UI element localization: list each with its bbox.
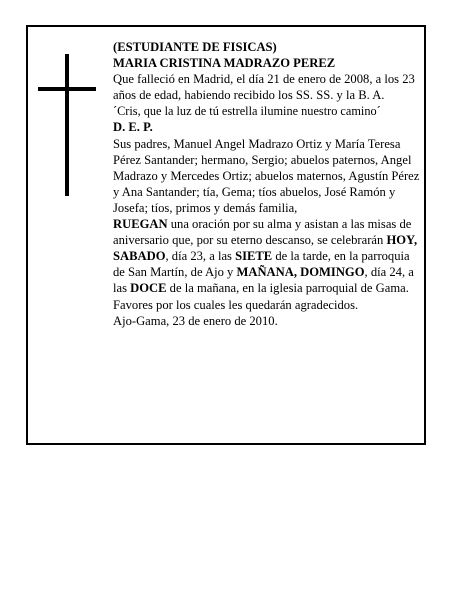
deceased-name: MARIA CRISTINA MADRAZO PEREZ: [113, 56, 336, 71]
cross-icon: [38, 54, 96, 196]
request-text-5: de la mañana, en la iglesia parroquial de Gama. Favores por los cuales les quedarán agradecidos.: [113, 281, 409, 312]
cross-vertical-bar: [65, 54, 69, 196]
obituary-text: [113, 39, 421, 329]
siete-label: SIETE: [235, 249, 273, 264]
dep-heading: D. E. P.: [113, 120, 153, 135]
family-list: Sus padres, Manuel Angel Madrazo Ortiz y María Teresa Pérez Santander; hermano, Sergio; abuelos paternos, Angel Madrazo y Mercedes Ortiz; abuelos maternos, Agustín Pérez y Ana Santander; tía, Gema; tíos abuelos, José Ramón y Josefa; tíos, primos y demás familia,: [113, 136, 420, 215]
doce-label: DOCE: [130, 281, 167, 296]
place-and-date: Ajo-Gama, 23 de enero de 2010.: [113, 313, 278, 328]
death-details: Que falleció en Madrid, el día 21 de enero de 2008, a los 23 años de edad, habiendo recibido los SS. SS. y la B. A.: [113, 72, 415, 103]
request-paragraph: [113, 216, 421, 313]
hoy-sabado-label: HOY, SABADO: [113, 233, 418, 264]
ruegan-label: RUEGAN: [113, 217, 168, 232]
subtitle: (ESTUDIANTE DE FISICAS): [113, 40, 277, 54]
memorial-quote: ´Cris, que la luz de tú estrella ilumine nuestro camino´: [113, 104, 381, 119]
request-text-1: una oración por su alma y asistan a las misas de aniversario que, por su eterno descanso, se celebrarán: [113, 217, 412, 248]
request-text-3: de la tarde, en la parroquia de San Martín, de Ajo y: [113, 249, 410, 280]
manana-domingo-label: MAÑANA, DOMINGO: [236, 265, 365, 280]
cross-horizontal-bar: [38, 87, 96, 91]
request-text-2: , día 23, a las: [165, 249, 236, 264]
request-text-4: , día 24, a las: [113, 265, 414, 296]
